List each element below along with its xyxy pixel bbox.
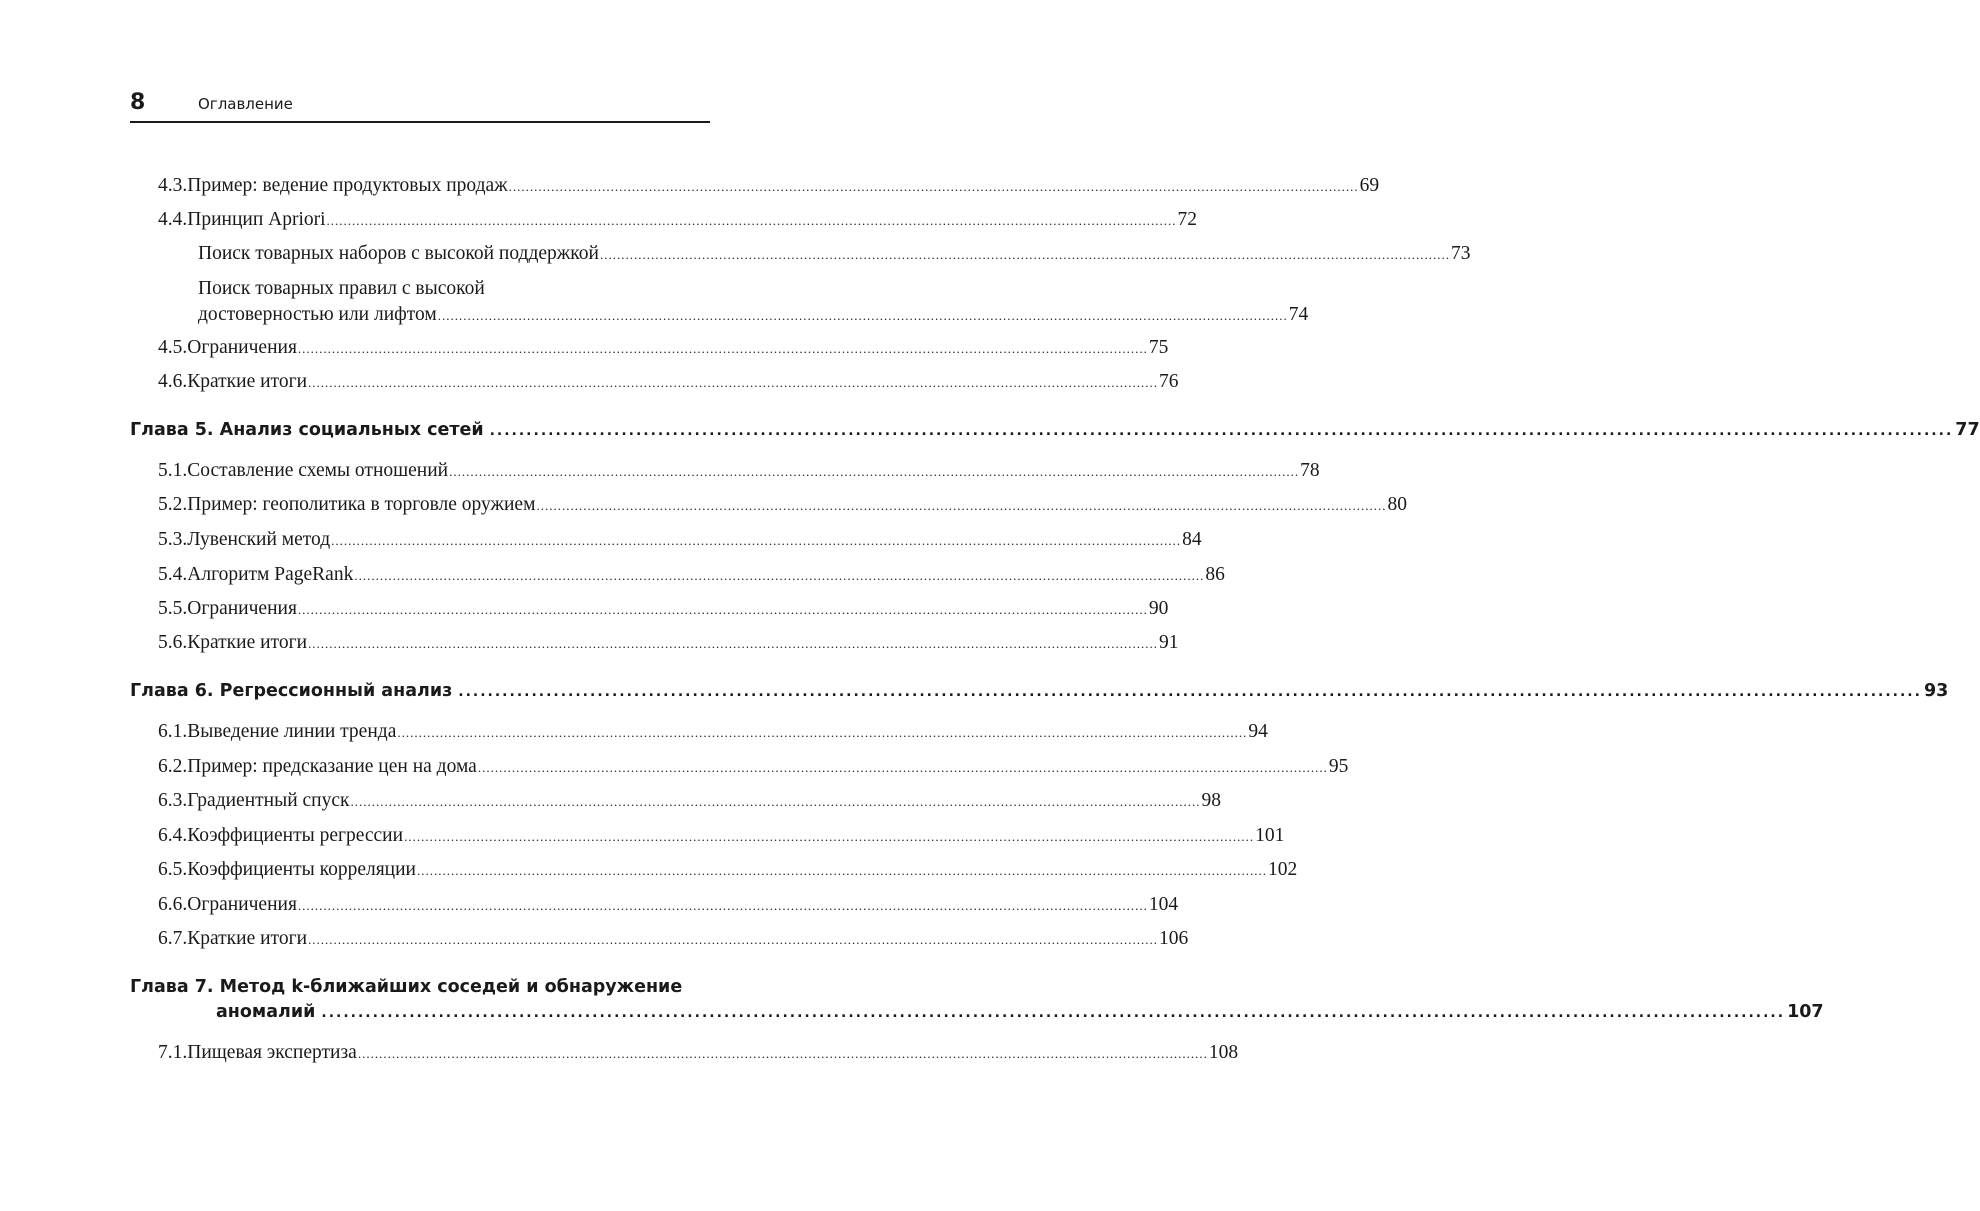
- toc-entry[interactable]: [158, 209, 1198, 231]
- page-ref: 72: [1177, 209, 1198, 230]
- leader-dots: ........................................................................................................................................................................................................: [477, 760, 1328, 775]
- page-ref: 107: [1787, 1002, 1824, 1022]
- section-title: Ограничения: [187, 337, 297, 358]
- toc-entry[interactable]: [158, 756, 1349, 778]
- chapter-title: Глава 5. Анализ социальных сетей: [130, 420, 484, 440]
- leader-dots: ........................................................................................................................................................................................................: [599, 247, 1450, 262]
- section-title: Пример: предсказание цен на дома: [187, 756, 477, 777]
- leader-dots: ........................................................................................................................................................................................................: [458, 684, 1922, 700]
- toc-entry[interactable]: [158, 894, 1179, 916]
- leader-dots: ........................................................................................................................................................................................................: [308, 636, 1159, 651]
- section-title: Принцип Apriori: [187, 209, 326, 230]
- header-rule: [130, 121, 710, 123]
- toc-entry[interactable]: [158, 598, 1169, 620]
- toc-entry[interactable]: [158, 494, 1407, 516]
- leader-dots: ........................................................................................................................................................................................................: [489, 423, 1954, 439]
- page-ref: 76: [1159, 371, 1179, 392]
- section-number: 6.5.: [158, 859, 188, 880]
- toc-chapter[interactable]: [130, 681, 1949, 701]
- running-head: Оглавление: [198, 95, 293, 113]
- leader-dots: ........................................................................................................................................................................................................: [326, 213, 1177, 228]
- leader-dots: ........................................................................................................................................................................................................: [437, 308, 1288, 323]
- page-ref: 101: [1255, 825, 1285, 846]
- section-number: 5.4.: [158, 564, 188, 585]
- leader-dots: ........................................................................................................................................................................................................: [357, 1046, 1208, 1061]
- section-title: Краткие итоги: [187, 928, 308, 949]
- page-ref: 84: [1182, 529, 1202, 550]
- section-number: 4.6.: [158, 371, 188, 392]
- section-number: 4.5.: [158, 337, 188, 358]
- toc-entry[interactable]: [158, 928, 1189, 950]
- leader-dots: ........................................................................................................................................................................................................: [397, 725, 1248, 740]
- page-ref: 102: [1267, 859, 1298, 880]
- leader-dots: ........................................................................................................................................................................................................: [297, 341, 1148, 356]
- section-number: 6.4.: [158, 825, 188, 846]
- section-title: Градиентный спуск: [187, 790, 350, 811]
- page-ref: 78: [1300, 460, 1320, 481]
- section-number: 5.6.: [158, 632, 188, 653]
- leader-dots: ........................................................................................................................................................................................................: [321, 1005, 1786, 1021]
- subsection-title-line1: Поиск товарных правил с высокой: [198, 278, 485, 299]
- section-number: 5.2.: [158, 494, 188, 515]
- leader-dots: ........................................................................................................................................................................................................: [297, 898, 1148, 913]
- section-number: 4.4.: [158, 209, 188, 230]
- section-number: 5.3.: [158, 529, 188, 550]
- subsection-title-line2: достоверностью или лифтом: [198, 304, 437, 325]
- toc-entry[interactable]: [158, 529, 1202, 551]
- section-number: 6.7.: [158, 928, 188, 949]
- section-title: Пример: ведение продуктовых продаж: [187, 175, 508, 196]
- leader-dots: ........................................................................................................................................................................................................: [508, 179, 1359, 194]
- page-ref: 74: [1288, 304, 1309, 325]
- leader-dots: ........................................................................................................................................................................................................: [350, 794, 1201, 809]
- section-number: 4.3.: [158, 175, 188, 196]
- page-ref: 86: [1205, 564, 1225, 585]
- section-title: Ограничения: [187, 894, 297, 915]
- section-number: 5.1.: [158, 460, 188, 481]
- section-title: Коэффициенты регрессии: [187, 825, 404, 846]
- page-ref: 104: [1148, 894, 1179, 915]
- page-ref: 90: [1148, 598, 1169, 619]
- section-title: Алгоритм PageRank: [187, 564, 354, 585]
- section-number: 6.3.: [158, 790, 188, 811]
- section-title: Краткие итоги: [187, 371, 308, 392]
- leader-dots: ........................................................................................................................................................................................................: [536, 498, 1387, 513]
- toc-chapter[interactable]: [130, 420, 1980, 440]
- toc-subentry[interactable]: [198, 278, 1309, 326]
- section-title: Пример: геополитика в торговле оружием: [187, 494, 536, 515]
- toc-entry[interactable]: [158, 859, 1298, 881]
- section-number: 5.5.: [158, 598, 188, 619]
- page-number: 8: [130, 90, 146, 115]
- toc-entry[interactable]: [158, 632, 1179, 654]
- section-title: Выведение линии тренда: [187, 721, 397, 742]
- page-ref: 75: [1148, 337, 1169, 358]
- leader-dots: ........................................................................................................................................................................................................: [297, 602, 1148, 617]
- leader-dots: ........................................................................................................................................................................................................: [449, 464, 1300, 479]
- page-ref: 73: [1450, 243, 1471, 264]
- page-ref: 95: [1328, 756, 1349, 777]
- toc-subentry[interactable]: [198, 243, 1471, 265]
- subsection-title: Поиск товарных наборов с высокой поддержкой: [198, 243, 599, 264]
- toc-entry[interactable]: [158, 175, 1380, 197]
- chapter-title-line1: Глава 7. Метод k-ближайших соседей и обнаружение: [130, 977, 683, 997]
- chapter-title-line2: аномалий: [216, 1002, 316, 1022]
- page-ref: 98: [1201, 790, 1221, 811]
- page-ref: 69: [1359, 175, 1380, 196]
- leader-dots: ........................................................................................................................................................................................................: [404, 829, 1255, 844]
- section-title: Краткие итоги: [187, 632, 308, 653]
- toc-entry[interactable]: [158, 337, 1169, 359]
- toc-entry[interactable]: [158, 564, 1225, 586]
- page-ref: 77: [1955, 420, 1980, 440]
- leader-dots: ........................................................................................................................................................................................................: [308, 375, 1159, 390]
- page-ref: 94: [1248, 721, 1268, 742]
- page-ref: 80: [1387, 494, 1407, 515]
- section-number: 6.1.: [158, 721, 188, 742]
- leader-dots: ........................................................................................................................................................................................................: [354, 568, 1205, 583]
- leader-dots: ........................................................................................................................................................................................................: [331, 533, 1182, 548]
- section-title: Ограничения: [187, 598, 297, 619]
- section-title: Пищевая экспертиза: [187, 1042, 357, 1063]
- page-ref: 106: [1159, 928, 1189, 949]
- section-title: Лувенский метод: [187, 529, 331, 550]
- toc-entry[interactable]: [158, 371, 1179, 393]
- section-number: 7.1.: [158, 1042, 188, 1063]
- section-number: 6.2.: [158, 756, 188, 777]
- chapter-title: Глава 6. Регрессионный анализ: [130, 681, 453, 701]
- page-ref: 93: [1923, 681, 1949, 701]
- toc-entry[interactable]: [158, 1042, 1239, 1064]
- toc-entry[interactable]: [158, 460, 1320, 482]
- toc-entry[interactable]: [158, 721, 1268, 743]
- page-ref: 91: [1159, 632, 1179, 653]
- section-title: Коэффициенты корреляции: [187, 859, 416, 880]
- leader-dots: ........................................................................................................................................................................................................: [308, 932, 1159, 947]
- page-ref: 108: [1208, 1042, 1239, 1063]
- toc-chapter[interactable]: [130, 977, 1824, 1022]
- toc-entry[interactable]: [158, 825, 1285, 847]
- section-number: 6.6.: [158, 894, 188, 915]
- leader-dots: ........................................................................................................................................................................................................: [416, 863, 1267, 878]
- toc-entry[interactable]: [158, 790, 1221, 812]
- section-title: Составление схемы отношений: [187, 460, 449, 481]
